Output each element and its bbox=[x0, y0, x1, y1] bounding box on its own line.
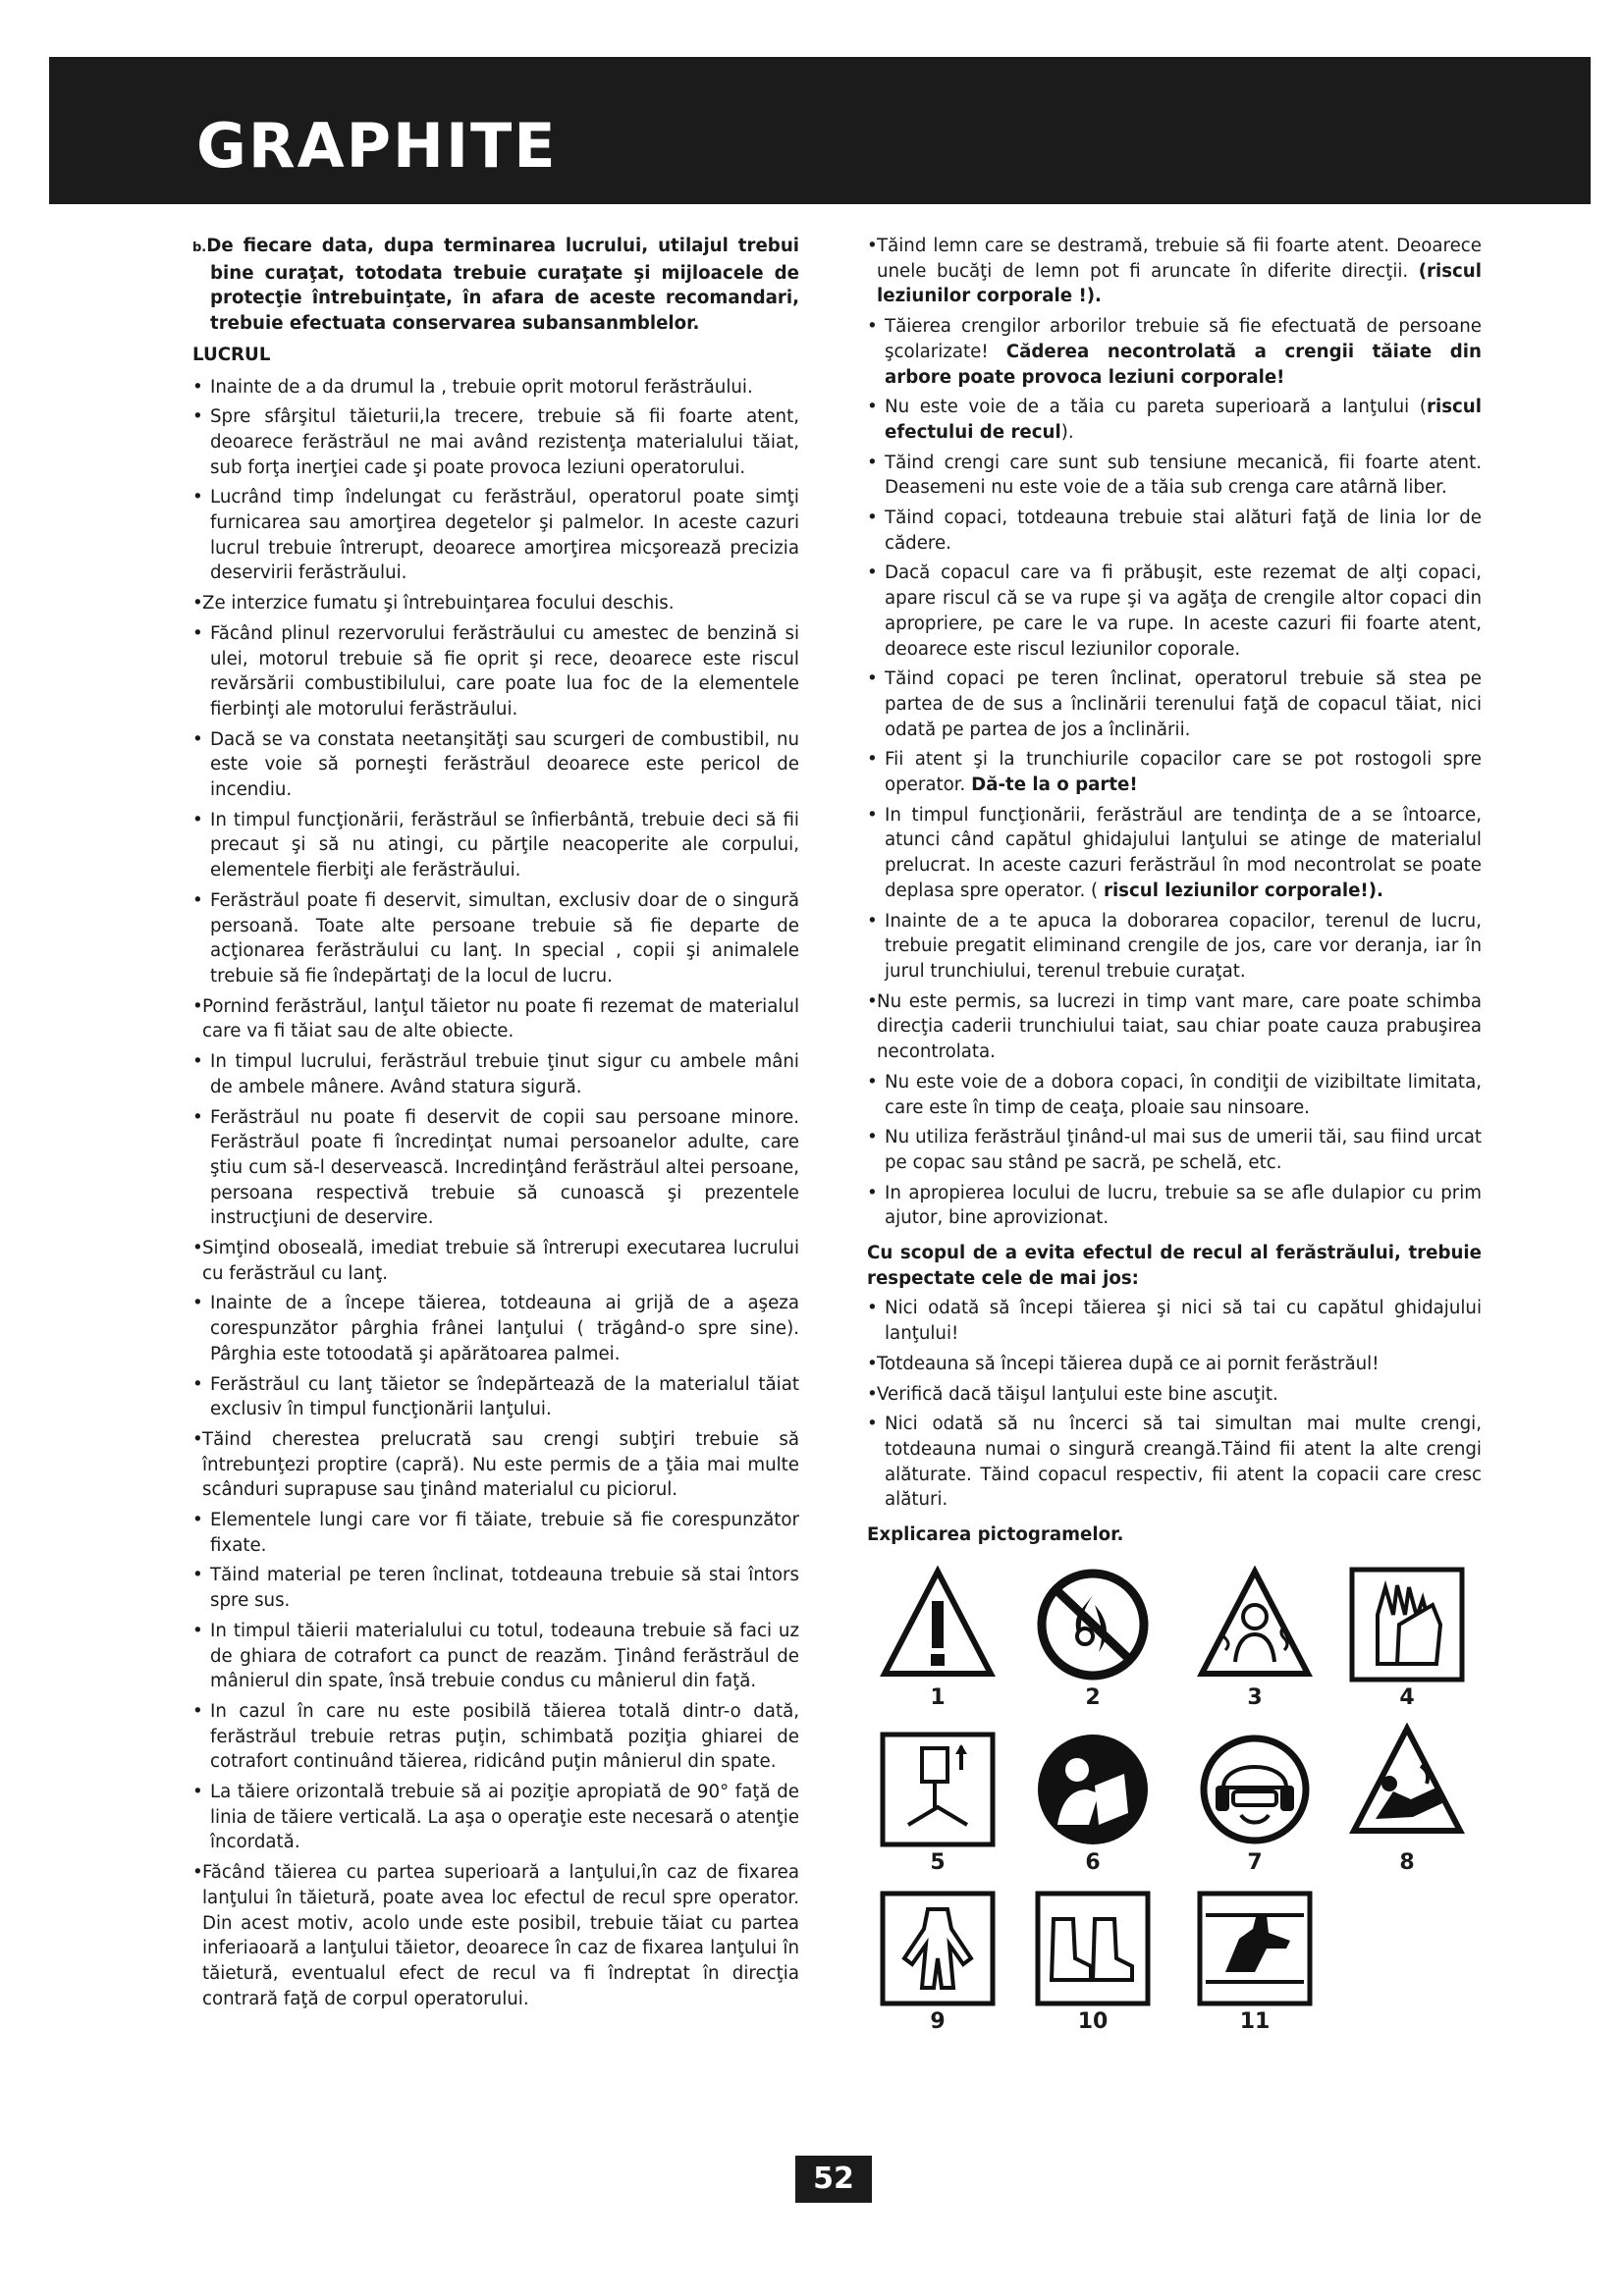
list-item: • Elementele lungi care vor fi tăiate, trebuie să fie corespunzător fixate. bbox=[192, 1508, 799, 1558]
pictogram-number: 7 bbox=[1247, 1849, 1263, 1875]
list-item-text: Nu este voie de a tăia cu pareta superioară a lanţului ( bbox=[885, 397, 1427, 418]
list-item: • Nici odată să începi tăierea şi nici să tai cu capătul ghidajului lanţului! bbox=[867, 1296, 1482, 1346]
list-item-text: Tăind lemn care se destramă, trebuie să fii foarte atent. Deoarece unele bucăţi de lemn pot fi aruncate în diferite direcţii. bbox=[877, 236, 1482, 282]
list-item: • Simţind oboseală, imediat trebuie să întrerupi executarea lucrului cu ferăstrăul cu lanţ. bbox=[192, 1236, 799, 1286]
pictograms-title: Explicarea pictogramelor. bbox=[867, 1524, 1124, 1546]
list-item: • Totdeauna să începi tăierea după ce ai pornit ferăstrăul! bbox=[867, 1352, 1482, 1377]
list-item: • Dacă copacul care va fi prăbuşit, este rezemat de alţi copaci, apare riscul că se va rupe şi va agăţa de crengile altor copaci din apropriere, pe care le va rupe. In aceste cazuri fii foarte atent, deoarece este riscul leziunilor coporale. bbox=[867, 561, 1482, 662]
list-item: • Nu utiliza ferăstrăul ţinând-ul mai sus de umerii tăi, sau fiind urcat pe copac sau stând pe sacră, pe schelă, etc. bbox=[867, 1125, 1482, 1175]
list-item: • Inainte de a te apuca la doborarea copacilor, terenul de lucru, trebuie pregatit eliminand crengile de jos, care vor deranja, iar în jurul trunchiului, terenul trebuie curaţat. bbox=[867, 909, 1482, 985]
list-item: • Ferăstrăul poate fi deservit, simultan, exclusiv doar de o singură persoană. Toate alte persoane trebuie să fie departe de acţionarea ferăstrăului cu lanţ. In special , copii şi animalele trebuie să fie îndepărtaţi de la locul de lucru. bbox=[192, 888, 799, 989]
list-item: • Tăind material pe teren înclinat, totdeauna trebuie să stai întors spre sus. bbox=[192, 1563, 799, 1613]
list-item bbox=[867, 314, 1482, 390]
protective-suit-icon bbox=[879, 1890, 997, 2007]
pictogram-number: 6 bbox=[1085, 1849, 1101, 1875]
pictogram-number: 4 bbox=[1399, 1684, 1415, 1710]
pictogram-number: 10 bbox=[1077, 2008, 1109, 2034]
list-item: • In timpul lucrului, ferăstrăul trebuie ţinut sigur cu ambele mâni de ambele mânere. Având statura sigură. bbox=[192, 1049, 799, 1099]
list-item: • Tăind crengi care sunt sub tensiune mecanică, fii foarte atent. Deasemeni nu este voie de a tăia sub crenga care atârnă liber. bbox=[867, 451, 1482, 501]
brand-logo: GRAPHITE bbox=[196, 110, 558, 182]
list-item: • Nu este permis, sa lucrezi in timp vant mare, care poate schimba direcţia caderii trunchiului taiat, sau chiar poate cauza prabuşirea necontrolata. bbox=[867, 989, 1482, 1065]
list-item-text: Fii atent şi la trunchiurile copacilor care se pot rostogoli spre operator. bbox=[885, 749, 1482, 796]
intro-text: De fiecare data, dupa terminarea lucrului, utilajul trebui bine curaţat, totodata trebuie curaţate şi mijloacele de protecţie întrebuinţate, în afara de aceste recomandari, trebuie efectuata conservarea subansanmblelor. bbox=[206, 236, 799, 335]
list-item bbox=[867, 395, 1482, 445]
pictogram-number: 8 bbox=[1399, 1849, 1415, 1875]
list-item: • Ferăstrăul cu lanţ tăietor se îndepărtează de la materialul tăiat exclusiv în timpul funcţionării lanţului. bbox=[192, 1372, 799, 1422]
list-item: • Lucrând timp îndelungat cu ferăstrăul, operatorul poate simţi furnicarea sau amorţirea degetelor şi palmelor. In aceste cazuri lucrul trebuie întrerupt, deoarece amorţirea micşorează precizia deservirii ferăstrăului. bbox=[192, 485, 799, 586]
list-item: • Inainte de a începe tăierea, totdeauna ai grijă de a aşeza corespunzător pârghia frânei lanţului ( trăgând-o spre sine). Pârghia este totoodată şi apărătoarea palmei. bbox=[192, 1291, 799, 1366]
header-bar bbox=[49, 57, 1591, 204]
pictogram-number: 1 bbox=[930, 1684, 946, 1710]
keep-hands-away-icon bbox=[1196, 1890, 1314, 2007]
list-item-text: In timpul funcţionării, ferăstrăul are tendinţa de a se întoarce, atunci când capătul ghidajului lanţului se atinge de materialul prelucrat. In aceste cazuri ferăstrăul în mod necontrolat se poate deplasa spre operator. ( bbox=[885, 804, 1482, 901]
list-item: • In apropierea locului de lucru, trebuie sa se afle dulapior cu prim ajutor, bine aprovizionat. bbox=[867, 1181, 1482, 1231]
list-item: • Spre sfârşitul tăieturii,la trecere, trebuie să fii foarte atent, deoarece ferăstrăul ne mai având rezistenţa materialului tăiat, sub forţa inerţiei cade şi poate provoca leziuni operatorului. bbox=[192, 404, 799, 480]
list-item: • Dacă se va constata neetanşităţi sau scurgeri de combustibil, nu este voie să porneşti ferăstrăul deoarece este pericol de incendiu. bbox=[192, 727, 799, 803]
list-item: • In timpul funcţionării, ferăstrăul se înfierbântă, trebuie deci să fii precaut şi să nu atingi, cu părţile neacoperite ale corpului, elementele fierbiţi ale ferăstrăului. bbox=[192, 808, 799, 883]
pictogram-number: 3 bbox=[1247, 1684, 1263, 1710]
list-item bbox=[867, 747, 1482, 797]
list-item: • Tăind copaci, totdeauna trebuie stai alături faţă de linia lor de cădere. bbox=[867, 506, 1482, 556]
list-item: • Tăind copaci pe teren înclinat, operatorul trebuie să stea pe partea de de sus a înclinării terenului faţă de copacul tăiat, nici odată pe partea de jos a înclinării. bbox=[867, 667, 1482, 742]
page-number: 52 bbox=[795, 2156, 872, 2203]
list-item-emphasis: riscul efectului de recul bbox=[885, 397, 1482, 443]
warning-exclamation-icon bbox=[879, 1566, 997, 1683]
list-item: • Inainte de a da drumul la , trebuie oprit motorul ferăstrăului. bbox=[192, 375, 799, 400]
chainsaw-kickback-warning-icon bbox=[1348, 1723, 1466, 1841]
list-item bbox=[867, 234, 1482, 309]
list-item: • Nu este voie de a dobora copaci, în condiţii de vizibiltate limitata, care este în timp de ceaţa, ploaie sau ninsoare. bbox=[867, 1070, 1482, 1120]
list-item-emphasis: Dă-te la o parte! bbox=[971, 774, 1138, 796]
pictogram-number: 11 bbox=[1239, 2008, 1271, 2034]
pictogram-number: 9 bbox=[930, 2008, 946, 2034]
list-item-emphasis: (riscul leziunilor corporale !). bbox=[877, 260, 1482, 307]
section-title: LUCRUL bbox=[192, 344, 271, 365]
list-item: • Ferăstrăul nu poate fi deservit de copii sau persoane minore. Ferăstrăul poate fi încredinţat numai persoanelor adulte, care ştiu cum să-l deservească. Incredinţând ferăstrăul altei persoane, persoana respectivă trebuie să cunoască şi prezentele instrucţiuni de deservire. bbox=[192, 1105, 799, 1232]
left-column bbox=[192, 234, 799, 2016]
list-item-emphasis: riscul leziunilor corporale!). bbox=[1103, 880, 1383, 901]
protective-gloves-icon bbox=[1348, 1566, 1466, 1683]
read-manual-icon bbox=[1034, 1731, 1152, 1848]
list-item-text-after: ). bbox=[1060, 421, 1074, 443]
intro-marker: b. bbox=[192, 240, 207, 255]
list-item-text: Tăierea crengilor arborilor trebuie să fie efectuată de persoane şcolarizate! bbox=[885, 316, 1482, 362]
fuel-mixing-icon bbox=[879, 1731, 997, 1848]
list-item: • Tăind cherestea prelucrată sau crengi subţiri trebuie să întrebunţezi proptire (capră). Nu este permis de a ţăia mai multe scânduri suprapuse sau ţinând materialul cu piciorul. bbox=[192, 1427, 799, 1503]
pictogram-number: 2 bbox=[1085, 1684, 1101, 1710]
no-fire-smoking-icon bbox=[1034, 1566, 1152, 1683]
list-item: • In timpul tăierii materialului cu totul, todeauna trebuie să faci uz de ghiara de cotrafort ca punct de reazăm. Ţinând ferăstrăul de mânierul din spate, însă trebuie condus cu mânierul din faţă. bbox=[192, 1619, 799, 1694]
list-item: • Ze interzice fumatu şi întrebuinţarea focului deschis. bbox=[192, 591, 799, 616]
list-item: • Făcând plinul rezervorului ferăstrăului cu amestec de benzină si ulei, motorul trebuie să fie oprit şi rece, deoarece este riscul revărsării combustibilului, care poate lua foc de la elementele fierbinţi ale motorului ferăstrăului. bbox=[192, 621, 799, 722]
list-item: • La tăiere orizontală trebuie să ai poziţie apropiată de 90° faţă de linia de tăiere verticală. La aşa o operaţie este necesară o atenţie încordată. bbox=[192, 1780, 799, 1855]
toxic-fumes-warning-icon bbox=[1196, 1566, 1314, 1683]
pictogram-grid bbox=[867, 1566, 1476, 2076]
recoil-section-title: Cu scopul de a evita efectul de recul al ferăstrăului, trebuie respectate cele de mai jos: bbox=[867, 1243, 1482, 1289]
safety-boots-icon bbox=[1034, 1890, 1152, 2007]
pictogram-number: 5 bbox=[930, 1849, 946, 1875]
head-eye-ear-protection-icon bbox=[1196, 1731, 1314, 1848]
right-column bbox=[867, 234, 1482, 2076]
list-item: • Făcând tăierea cu partea superioară a lanţului,în caz de fixarea lanţului în tăietură, poate avea loc efectul de recul spre operator. Din acest motiv, acolo unde este posibil, trebuie tăiat cu partea inferiaoară a lanţului tăietor, deoarece în caz de fixarea lanţului în tăietură, eventualul efect de recul va fi îndreptat în direcţia contrară faţă de corpul operatorului. bbox=[192, 1860, 799, 2011]
intro-paragraph bbox=[192, 234, 799, 337]
list-item-emphasis: Căderea necontrolată a crengii tăiate din arbore poate provoca leziuni corporale! bbox=[885, 341, 1482, 388]
list-item: • In cazul în care nu este posibilă tăierea totală dintr-o dată, ferăstrăul trebuie retras puţin, schimbată poziţia ghiarei de cotrafort continuând tăierea, ridicând puţin mânierul din spate. bbox=[192, 1699, 799, 1775]
list-item: • Pornind ferăstrăul, lanţul tăietor nu poate fi rezemat de materialul care va fi tăiat sau de alte obiecte. bbox=[192, 994, 799, 1044]
list-item: • Verifică dacă tăişul lanţului este bine ascuţit. bbox=[867, 1382, 1482, 1408]
list-item bbox=[867, 803, 1482, 904]
list-item: • Nici odată să nu încerci să tai simultan mai multe crengi, totdeauna numai o singură creangă.Tăind fii atent la alte crengi alăturate. Tăind copacul respectiv, fii atent la copacii care cresc alături. bbox=[867, 1412, 1482, 1513]
